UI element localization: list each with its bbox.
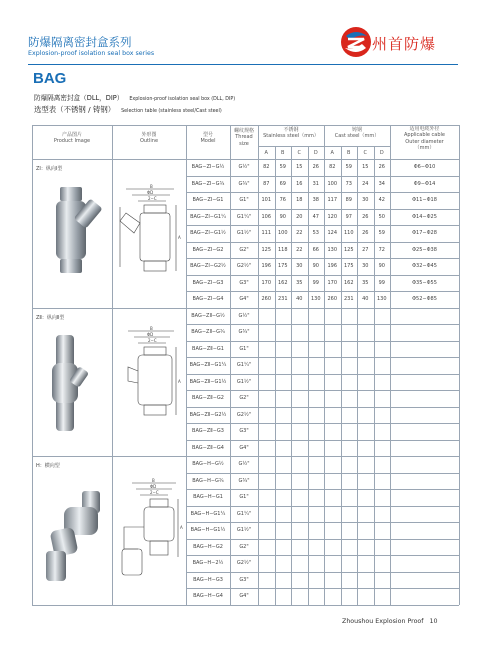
stainless-dim-cell: 59: [279, 164, 286, 170]
column-rule: [230, 125, 231, 605]
thread-cell: G1¼": [236, 362, 252, 368]
model-cell: BAG−H−G3: [193, 576, 223, 583]
model-cell: BAG−ZⅡ−G4: [192, 444, 224, 451]
cast-dim-cell: 120: [327, 213, 338, 220]
footer-brand: Zhoushou Explosion Proof: [342, 618, 424, 625]
dim-label-d: ΦD: [150, 484, 157, 489]
dim-column-rule: [374, 146, 375, 605]
dim-column-rule: [357, 146, 358, 605]
cast-dim-cell: 35: [362, 279, 369, 286]
footer: [342, 618, 438, 625]
cast-dim-cell: 26: [378, 164, 385, 170]
cast-dim-cell: 59: [345, 164, 352, 170]
column-rule: [186, 125, 187, 605]
thread-cell: G3": [239, 279, 249, 286]
thread-cell: G¾": [238, 477, 250, 484]
dim-column-rule: [341, 146, 342, 605]
cast-dim-cell: 125: [343, 246, 354, 253]
thread-cell: G1¼": [236, 213, 252, 220]
stainless-dim-cell: 196: [261, 263, 272, 269]
cast-dim-cell: 26: [362, 230, 369, 236]
column-rule: [112, 125, 113, 605]
cast-dim-cell: 30: [362, 197, 369, 203]
cable-cell: Φ32−Φ45: [412, 263, 437, 269]
outline-drawing-z2: [114, 325, 186, 435]
selection-title-en: Selection table (stainless steel/Cast steel): [121, 109, 222, 114]
dim-column-rule: [291, 146, 292, 605]
header-model: [186, 132, 230, 145]
model-cell: BAG−H−G¾: [192, 477, 224, 484]
dim-label-c: 2−C: [150, 490, 159, 495]
model-cell: BAG−ZⅠ−G2: [192, 246, 224, 253]
header-cable-unit: （mm）: [414, 144, 435, 151]
thread-cell: G1¼": [236, 510, 252, 517]
model-cell: BAG−ZⅠ−G1¼: [190, 213, 226, 220]
selection-title: [34, 104, 222, 115]
cable-cell: Φ25−Φ38: [412, 246, 437, 253]
model-cell: BAG−ZⅠ−G3: [192, 279, 224, 286]
header-image: [32, 132, 112, 145]
selection-title-cn: 选型表（不锈钢 / 铸钢）: [34, 105, 116, 114]
header-cast-cn: 铸钢: [351, 127, 362, 133]
header-outline: [112, 132, 186, 145]
column-rule: [32, 125, 33, 605]
outline-drawing-h: [114, 477, 186, 589]
dim-label-d: ΦD: [147, 190, 154, 195]
stainless-dim-cell: 162: [277, 279, 288, 286]
thread-cell: G¾": [238, 180, 250, 187]
thread-cell: G2½": [236, 411, 252, 418]
thread-cell: G½": [238, 461, 250, 467]
stainless-dim-cell: 30: [296, 263, 303, 269]
product-name-cn: 防爆隔离密封盒（DLL，DIP）: [34, 94, 124, 102]
model-cell: BAG−ZⅠ−G1: [192, 197, 224, 203]
cast-dim-cell: 27: [362, 246, 369, 253]
stainless-dim-cell: 15: [296, 164, 303, 170]
thread-cell: G1½": [236, 527, 252, 533]
cast-dim-cell: 30: [362, 263, 369, 269]
stainless-dim-cell: 90: [312, 263, 319, 269]
brand-name: 州首防爆: [372, 35, 437, 53]
stainless-dim-cell: 69: [279, 180, 286, 187]
cable-cell: Φ35−Φ55: [412, 279, 437, 286]
header-dim-cast: B: [347, 150, 351, 156]
cast-dim-cell: 117: [327, 197, 338, 203]
model-cell: BAG−H−G1½: [190, 527, 226, 533]
cast-dim-cell: 97: [345, 213, 352, 220]
header-model-cn: 型号: [202, 132, 213, 138]
cast-dim-cell: 130: [376, 296, 387, 302]
stainless-dim-cell: 40: [296, 296, 303, 302]
model-cell: BAG−ZⅡ−G¾: [191, 329, 225, 335]
header-thread: [230, 128, 258, 147]
header-dim-stainless: D: [313, 150, 318, 156]
header-stainless-en: Stainless steel（mm）: [263, 133, 319, 140]
column-rule: [324, 125, 325, 605]
group-label-h: H：横向型: [36, 463, 60, 469]
cast-dim-cell: 34: [378, 180, 385, 187]
cast-dim-cell: 110: [343, 230, 354, 236]
dim-label-a: A: [178, 379, 181, 384]
model-cell: BAG−H−G½: [192, 461, 224, 467]
dim-label-d: ΦD: [147, 332, 154, 337]
cable-cell: Φ9−Φ14: [413, 180, 436, 187]
group-rule: [32, 605, 459, 606]
dim-label-a: A: [178, 235, 181, 240]
model-cell: BAG−ZⅡ−G2: [192, 395, 224, 401]
thread-cell: G2": [239, 395, 249, 401]
stainless-dim-cell: 31: [312, 180, 319, 187]
stainless-dim-cell: 175: [277, 263, 288, 269]
stainless-dim-cell: 20: [296, 213, 303, 220]
cast-dim-cell: 170: [327, 279, 338, 286]
stainless-dim-cell: 90: [279, 213, 286, 220]
page-number: 10: [429, 618, 438, 625]
header-cast: [324, 127, 390, 140]
stainless-dim-cell: 101: [261, 197, 272, 203]
cast-dim-cell: 72: [378, 246, 385, 253]
column-rule: [390, 125, 391, 605]
cast-dim-cell: 196: [327, 263, 338, 269]
thread-cell: G2": [239, 246, 249, 253]
table-top-rule: [32, 125, 459, 126]
stainless-dim-cell: 38: [312, 197, 319, 203]
header-dim-cast: C: [363, 150, 367, 156]
stainless-dim-cell: 87: [263, 180, 270, 187]
photo-z1: [46, 185, 102, 277]
stainless-dim-cell: 22: [296, 230, 303, 236]
header-image-cn: 产品图片: [61, 132, 82, 138]
cable-cell: Φ14−Φ25: [412, 213, 437, 220]
stainless-dim-cell: 100: [277, 230, 288, 236]
dim-column-rule: [275, 146, 276, 605]
thread-cell: G2½": [236, 560, 252, 566]
header-cable: [390, 126, 459, 151]
dim-label-c: 2−C: [148, 196, 157, 201]
stainless-dim-cell: 26: [312, 164, 319, 170]
model-cell: BAG−ZⅡ−G3: [192, 428, 224, 434]
model-cell: BAG−ZⅠ−G1½: [190, 230, 226, 236]
stainless-dim-cell: 18: [296, 197, 303, 203]
model-cell: BAG−ZⅠ−G2½: [190, 263, 226, 269]
header-thread-cn: 螺纹规格: [233, 128, 254, 134]
header-cast-en: Cast steel（mm）: [334, 133, 380, 140]
header-stainless-cn: 不锈钢: [283, 127, 299, 133]
stainless-dim-cell: 170: [261, 279, 272, 286]
cast-dim-cell: 99: [378, 279, 385, 286]
cast-dim-cell: 24: [362, 180, 369, 187]
thread-cell: G¾": [238, 329, 250, 335]
cast-dim-cell: 130: [327, 246, 338, 253]
header-divider: [28, 64, 458, 65]
photo-z2: [48, 333, 90, 433]
thread-cell: G3": [239, 576, 249, 583]
model-cell: BAG−ZⅠ−G4: [192, 296, 224, 302]
product-name-en: Explosion-proof isolation seal box (DLL, DIP): [129, 97, 236, 102]
product-code: BAG: [33, 70, 67, 87]
thread-cell: G1½": [236, 230, 252, 236]
header-dim-cast: D: [379, 150, 384, 156]
cast-dim-cell: 175: [343, 263, 354, 269]
header-thread-en: Thread size: [235, 134, 253, 147]
thread-cell: G1": [239, 494, 249, 500]
cast-dim-cell: 100: [327, 180, 338, 187]
thread-cell: G2": [239, 543, 249, 550]
cast-dim-cell: 231: [343, 296, 354, 302]
cast-dim-cell: 124: [327, 230, 338, 236]
stainless-dim-cell: 106: [261, 213, 272, 220]
model-cell: BAG−H−G4: [193, 593, 223, 599]
dim-label-b: B: [150, 326, 153, 331]
column-rule: [459, 125, 460, 605]
model-cell: BAG−ZⅡ−G1½: [189, 378, 227, 385]
thread-cell: G1½": [236, 378, 252, 385]
stainless-dim-cell: 130: [310, 296, 321, 302]
cast-dim-cell: 40: [362, 296, 369, 302]
stainless-dim-cell: 66: [312, 246, 319, 253]
cast-dim-cell: 260: [327, 296, 338, 302]
header-stainless: [258, 127, 324, 140]
cast-dim-cell: 162: [343, 279, 354, 286]
header-cable-en1: Applicable cable: [403, 132, 446, 139]
cast-dim-cell: 59: [378, 230, 385, 236]
thread-cell: G1": [239, 197, 249, 203]
header-outline-cn: 外形图: [141, 132, 157, 138]
model-cell: BAG−H−G2: [193, 543, 223, 550]
cast-dim-cell: 82: [329, 164, 336, 170]
model-cell: BAG−ZⅡ−G2½: [189, 411, 227, 418]
stainless-dim-cell: 82: [263, 164, 270, 170]
thread-cell: G2½": [236, 263, 252, 269]
cable-cell: Φ6−Φ10: [413, 164, 436, 170]
header-image-en: Product Image: [53, 138, 91, 145]
stainless-dim-cell: 260: [261, 296, 272, 302]
header-cable-cn: 适用电缆外径: [409, 126, 440, 132]
cable-cell: Φ52−Φ85: [412, 296, 437, 302]
stainless-dim-cell: 99: [312, 279, 319, 286]
stainless-dim-cell: 118: [277, 246, 288, 253]
thread-cell: G½": [238, 312, 250, 319]
thread-cell: G4": [239, 296, 249, 302]
header-dim-stainless: C: [297, 150, 301, 156]
stainless-dim-cell: 111: [261, 230, 272, 236]
thread-cell: G4": [239, 593, 249, 599]
product-name: [34, 92, 235, 102]
model-cell: BAG−H−G1: [193, 494, 223, 500]
cable-cell: Φ11−Φ18: [412, 197, 437, 203]
photo-h: [42, 485, 108, 585]
model-cell: BAG−H−G1¼: [190, 510, 226, 517]
model-cell: BAG−ZⅠ−G¾: [191, 180, 225, 187]
group-label-z1: ZⅠ：纵向Ⅰ型: [36, 166, 63, 172]
cast-dim-cell: 26: [362, 213, 369, 220]
dim-column-rule: [308, 146, 309, 605]
header-cable-en2: Outer diameter: [405, 138, 444, 145]
cast-dim-cell: 73: [345, 180, 352, 187]
stainless-dim-cell: 125: [261, 246, 272, 253]
stainless-dim-cell: 76: [279, 197, 286, 203]
column-rule: [258, 125, 259, 605]
series-title: 防爆隔离密封盒系列: [28, 35, 132, 49]
header-dim-stainless: B: [281, 150, 285, 156]
dim-label-b: B: [152, 478, 155, 483]
stainless-dim-cell: 22: [296, 246, 303, 253]
cast-dim-cell: 50: [378, 213, 385, 220]
stainless-dim-cell: 231: [277, 296, 288, 302]
thread-cell: G1": [239, 345, 249, 352]
header-model-en: Model: [200, 138, 216, 145]
model-cell: BAG−H−2½: [192, 560, 224, 566]
model-cell: BAG−ZⅡ−G½: [191, 312, 225, 319]
stainless-dim-cell: 53: [312, 230, 319, 236]
stainless-dim-cell: 16: [296, 180, 303, 187]
dim-label-a: A: [180, 525, 183, 530]
dim-label-b: B: [150, 184, 153, 189]
stainless-dim-cell: 47: [312, 213, 319, 220]
series-subtitle: Explosion-proof isolation seal box series: [28, 50, 155, 57]
cable-cell: Φ17−Φ28: [412, 230, 437, 236]
cast-dim-cell: 15: [362, 164, 369, 170]
thread-cell: G3": [239, 428, 249, 434]
thread-cell: G½": [238, 164, 250, 170]
header-dim-stainless: A: [264, 150, 268, 156]
cast-dim-cell: 42: [378, 197, 385, 203]
thread-cell: G4": [239, 444, 249, 451]
dim-label-c: 2−C: [148, 338, 157, 343]
model-cell: BAG−ZⅡ−G1¼: [189, 362, 227, 368]
model-cell: BAG−ZⅡ−G1: [192, 345, 224, 352]
stainless-dim-cell: 35: [296, 279, 303, 286]
model-cell: BAG−ZⅠ−G½: [191, 164, 225, 170]
cast-dim-cell: 90: [378, 263, 385, 269]
header-outline-en: Outline: [139, 138, 159, 145]
selection-table: [32, 125, 459, 607]
group-label-z2: ZⅡ：纵向Ⅱ型: [36, 315, 65, 321]
cast-dim-cell: 89: [345, 197, 352, 203]
header-dim-cast: A: [330, 150, 334, 156]
outline-drawing-z1: [114, 183, 186, 291]
